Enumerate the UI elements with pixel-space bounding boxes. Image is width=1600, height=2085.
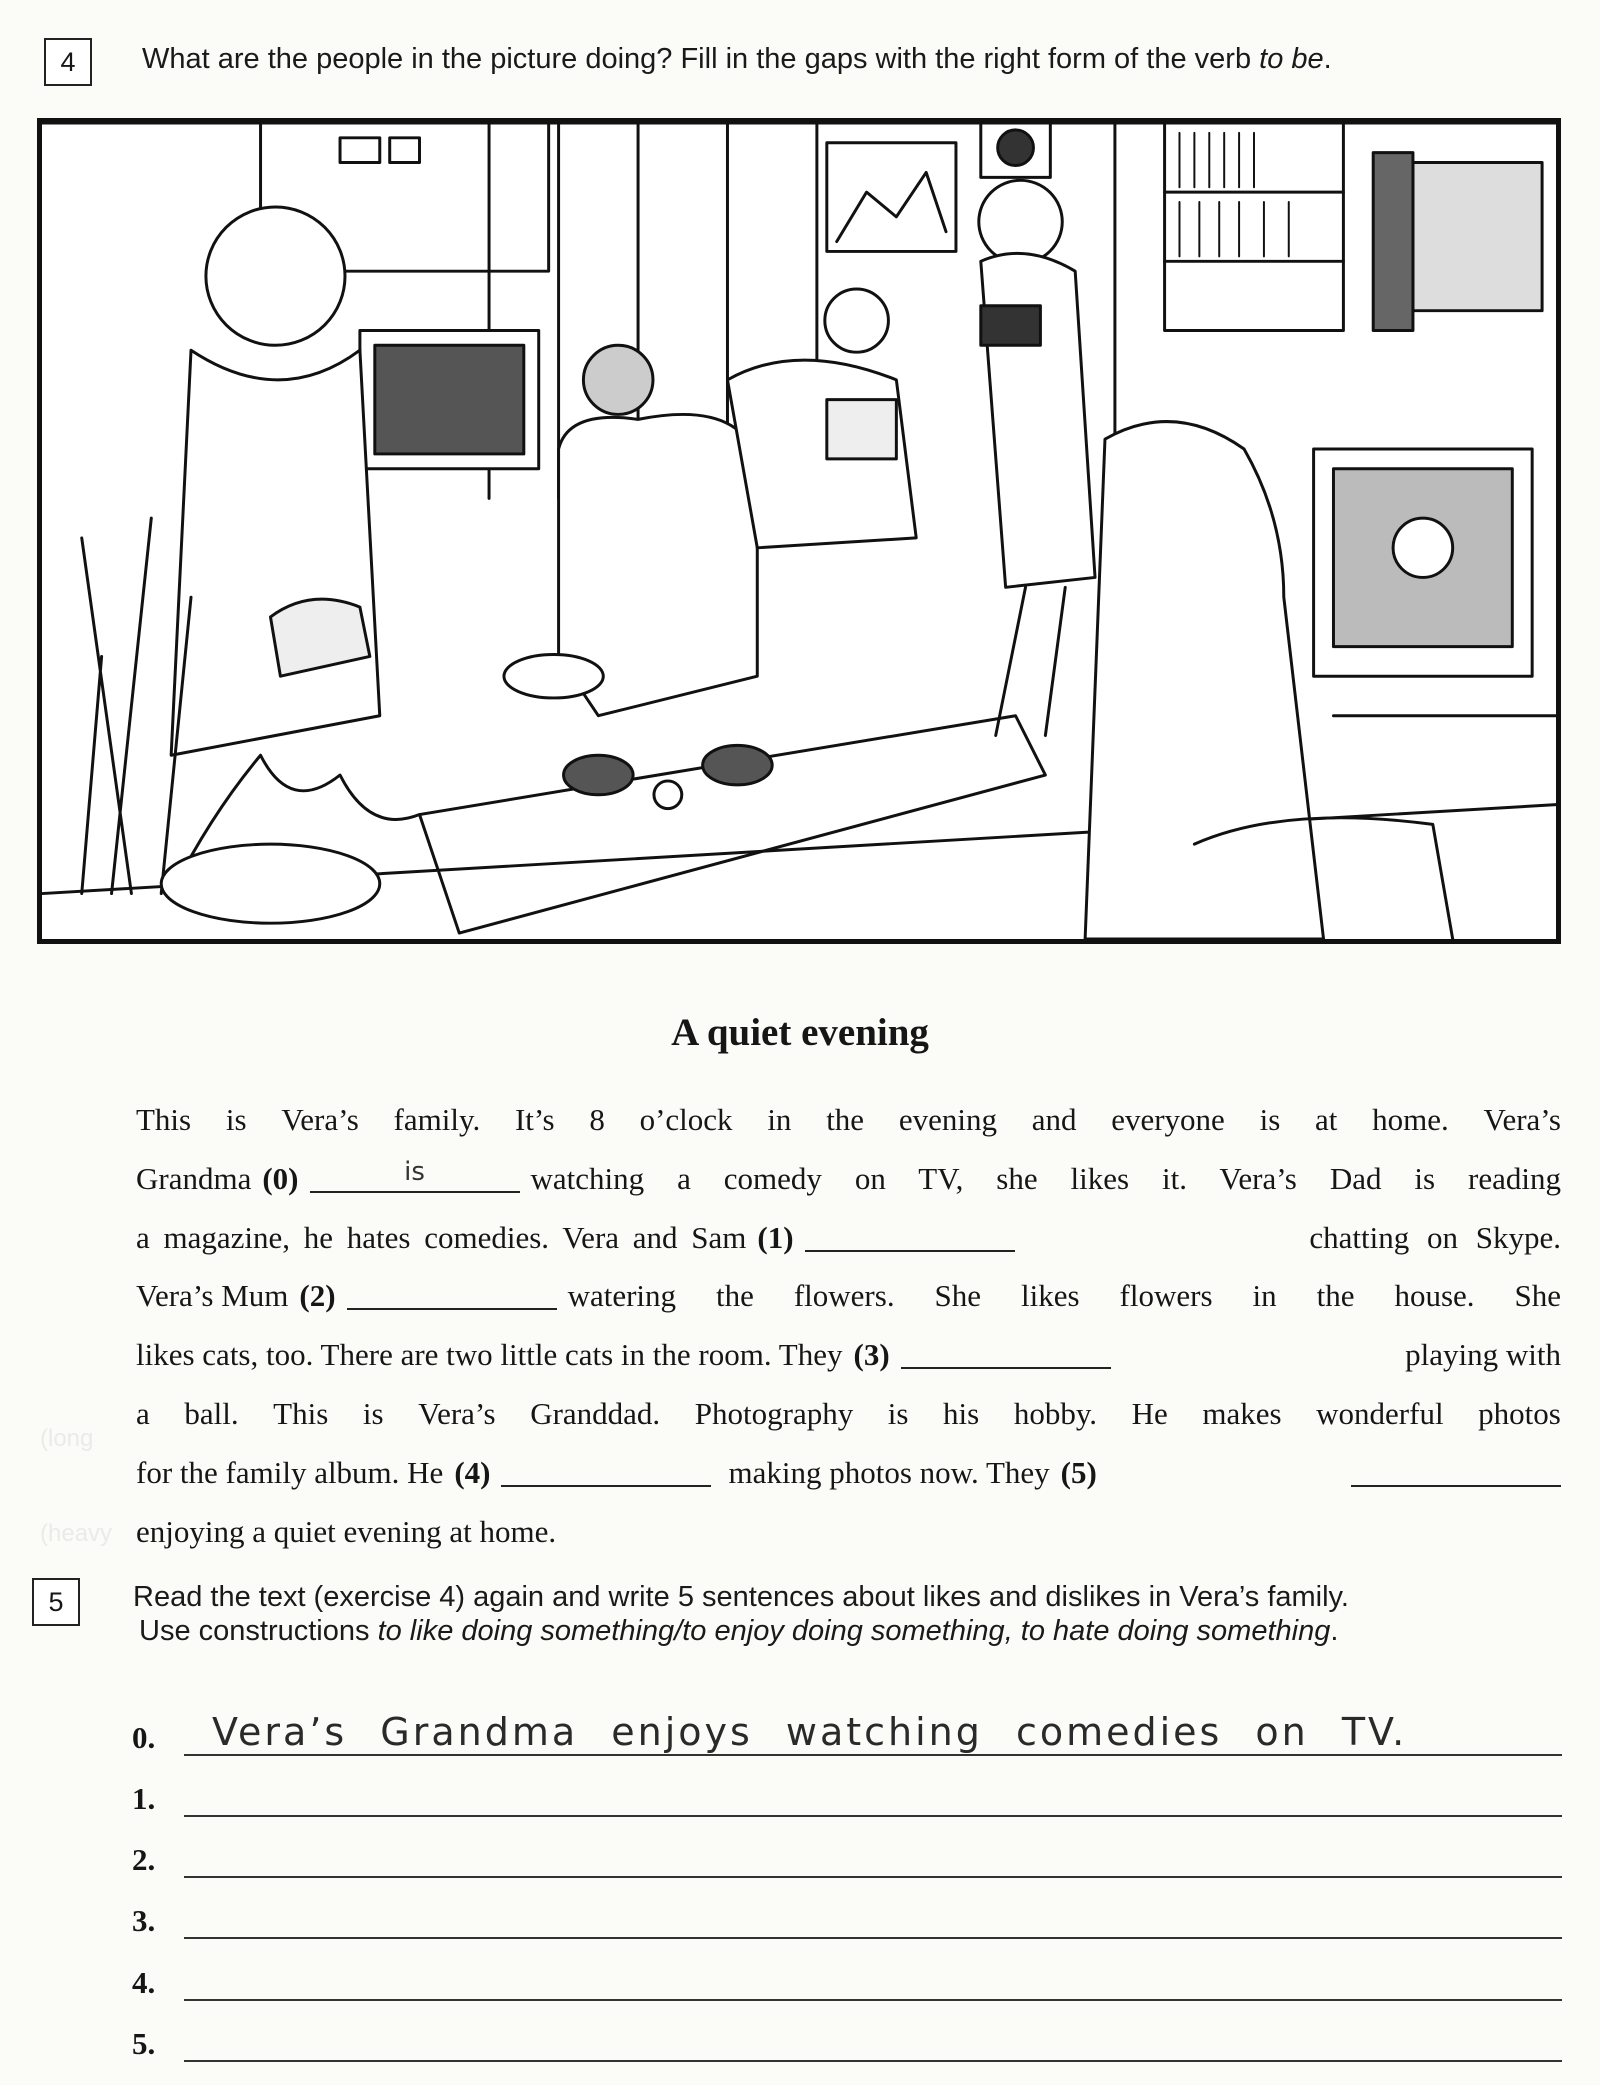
story-line-3: a magazine, he hates comedies. Vera and Sam (1) chatting on Skype. [136, 1210, 1561, 1256]
story-line-6: a ball. This is Vera’s Granddad. Photography is his hobby. He makes wonderful photos [136, 1396, 1561, 1431]
gap-0-answer: is [310, 1157, 520, 1193]
answer-row-0: 0. Vera’s Grandma enjoys watching comedies on TV. [132, 1712, 1562, 1762]
answer-row-1[interactable]: 1. [132, 1773, 1562, 1823]
bleed-through-text: (long [40, 1425, 94, 1452]
answer-row-3[interactable]: 3. [132, 1895, 1562, 1945]
bleed-through-text: (heavy [40, 1520, 113, 1547]
story-line-7: for the family album. He (4) making photos now. They (5) [136, 1445, 1561, 1491]
answer-row-4[interactable]: 4. [132, 1957, 1562, 2007]
story-line-2: Grandma (0) is watching a comedy on TV, she likes it. Vera’s Dad is reading [136, 1157, 1561, 1196]
story-line-5: likes cats, too. There are two little cats in the room. They (3) playing with [136, 1327, 1561, 1373]
family-living-room-illustration [37, 118, 1561, 944]
answer-row-5[interactable]: 5. [132, 2018, 1562, 2068]
story-line-1: This is Vera’s family. It’s 8 o’clock in the evening and everyone is at home. Vera’s [136, 1102, 1561, 1137]
answer-row-2[interactable]: 2. [132, 1834, 1562, 1884]
story-title: A quiet evening [671, 1011, 929, 1054]
exercise-4-instruction: What are the people in the picture doing? Fill in the gaps with the right form of the verb to be. [142, 43, 1332, 75]
handwritten-answer[interactable]: Vera’s Grandma enjoys watching comedies on TV. [212, 1710, 1408, 1754]
exercise-5-instruction: Read the text (exercise 4) again and write 5 sentences about likes and dislikes in Vera’s family. Use constructions to like doing something/to enjoy doing something, to hate doing something. [133, 1581, 1349, 1647]
story-line-8: enjoying a quiet evening at home. [136, 1514, 557, 1549]
verb-to-be: to be [1259, 43, 1324, 75]
gap-1-input[interactable] [805, 1216, 1015, 1252]
exercise-4-number: 4 [44, 38, 92, 86]
exercise-5-number: 5 [32, 1578, 80, 1626]
gap-4-input[interactable] [501, 1451, 711, 1487]
story-line-4: Vera’s Mum (2) watering the flowers. She likes flowers in the house. She [136, 1268, 1561, 1314]
gap-2-input[interactable] [347, 1274, 557, 1310]
gap-3-input[interactable] [901, 1333, 1111, 1369]
gap-5-input[interactable] [1351, 1451, 1561, 1487]
